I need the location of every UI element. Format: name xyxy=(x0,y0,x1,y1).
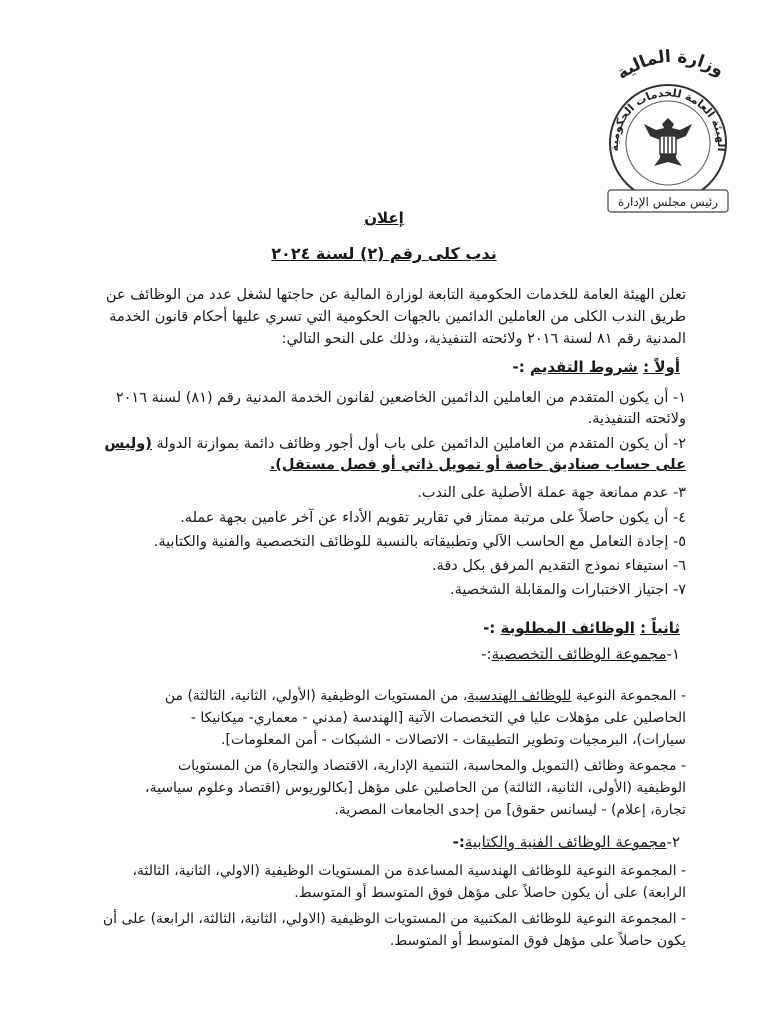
ministry-seal xyxy=(588,40,748,220)
intro-line-1: تعلن الهيئة العامة للخدمات الحكومية التابعة لوزارة المالية عن حاجتها لشغل عدد من الوظائف عن xyxy=(105,287,686,303)
eagle-emblem-icon xyxy=(644,118,692,166)
seal-bottom-text: رئيس مجلس الإدارة xyxy=(617,195,719,209)
intro-line-3: المدنية رقم ٨١ لسنة ٢٠١٦ ولائحته التنفيذية، وذلك على النحو التالي: xyxy=(281,331,686,347)
page-title: إعلان xyxy=(364,209,404,227)
job-item-engineering-assistant: - المجموعة النوعية للوظائف الهندسية المساعدة من المستويات الوظيفية (الاولي، الثانية، الثالثة، الرابعة) على أن يكون حاصلاً على مؤهل فوق المتوسط أو المتوسط. xyxy=(132,863,686,901)
condition-item-6: ٦- استيفاء نموذج التقديم المرفق بكل دقة. xyxy=(431,558,686,574)
section-2-heading: ثانياً : الوظائف المطلوبة :- xyxy=(483,619,680,637)
seal-top-text: وزارة المالية xyxy=(613,46,728,84)
condition-item-2: ٢- أن يكون المتقدم من العاملين الدائمين على باب أول أجور وظائف دائمة بموازنة الدولة (وليس على حساب صناديق خاصة أو تمويل ذاتي أو فصل مستقل). xyxy=(104,436,686,473)
condition-item-5: ٥- إجادة التعامل مع الحاسب الآلي وتطبيقاته بالنسبة للوظائف التخصصية والفنية والكتابية. xyxy=(153,534,686,550)
condition-item-4: ٤- أن يكون حاصلاً على مرتبة ممتاز في تقارير تقويم الأداء عن آخر عامين بجهة عمله. xyxy=(180,510,686,526)
job-item-clerical: - المجموعة النوعية للوظائف المكتبية من المستويات الوظيفية (الاولي، الثانية، الثالثة، الرابعة) على أن يكون حاصلاً على مؤهل فوق المتوسط أو المتوسط. xyxy=(102,911,686,949)
section-2-title: الوظائف المطلوبة xyxy=(500,619,635,637)
job-item-finance: - مجموعة وظائف (التمويل والمحاسبة، التنمية الإدارية، الاقتصاد والتجارة) من المستويات الوظيفية (الأولى، الثانية، الثالثة) من الحاصلين على مؤهل [بكالوريوس (اقتصاد وعلوم سياسية، تجارة، إعلام) - ليسانس حقوق] من إحدى الجامعات المصرية. xyxy=(145,758,686,818)
group-1-heading: ١-مجموعة الوظائف التخصصية:- xyxy=(481,645,680,663)
condition-item-7: ٧- اجتياز الاختبارات والمقابلة الشخصية. xyxy=(449,582,686,598)
section-1-heading: أولاً : شروط التقديم :- xyxy=(512,358,680,376)
section-1-title: شروط التقديم xyxy=(529,358,638,376)
group-2-heading: ٢-مجموعة الوظائف الفنية والكتابية:- xyxy=(452,833,680,851)
group-2-title: مجموعة الوظائف الفنية والكتابية xyxy=(464,833,667,851)
condition-item-1: ١- أن يكون المتقدم من العاملين الدائمين الخاضعين لقانون الخدمة المدنية رقم (٨١) لسنة ٢٠١٦ ولائحته التنفيذية. xyxy=(115,390,686,427)
page-subtitle: ندب كلى رقم (٢) لسنة ٢٠٢٤ xyxy=(271,244,497,263)
seal-ring-text: الهيئة العامة للخدمات الحكومية xyxy=(607,86,729,152)
job-item-engineering: - المجموعة النوعية للوظائف الهندسية، من المستويات الوظيفية (الأولي، الثانية، الثالثة) من الحاصلين على مؤهلات عليا في التخصصات الآتية [الهندسة (مدني - معماري- ميكانيكا - سيارات)، البرمجيات وتطوير التطبيقات - الاتصالات - الشبكات - أمن المعلومات]. xyxy=(164,688,686,748)
svg-text:وزارة المالية xyxy=(613,47,727,84)
condition-item-3: ٣- عدم ممانعة جهة عملة الأصلية على الندب. xyxy=(417,485,686,501)
intro-line-2: طريق الندب الكلى من العاملين الدائمين بالجهات الحكومية التي تسري عليها أحكام قانون الخدمة xyxy=(109,309,686,325)
group-1-title: مجموعة الوظائف التخصصية xyxy=(491,645,667,663)
seal-graphic xyxy=(588,40,748,220)
